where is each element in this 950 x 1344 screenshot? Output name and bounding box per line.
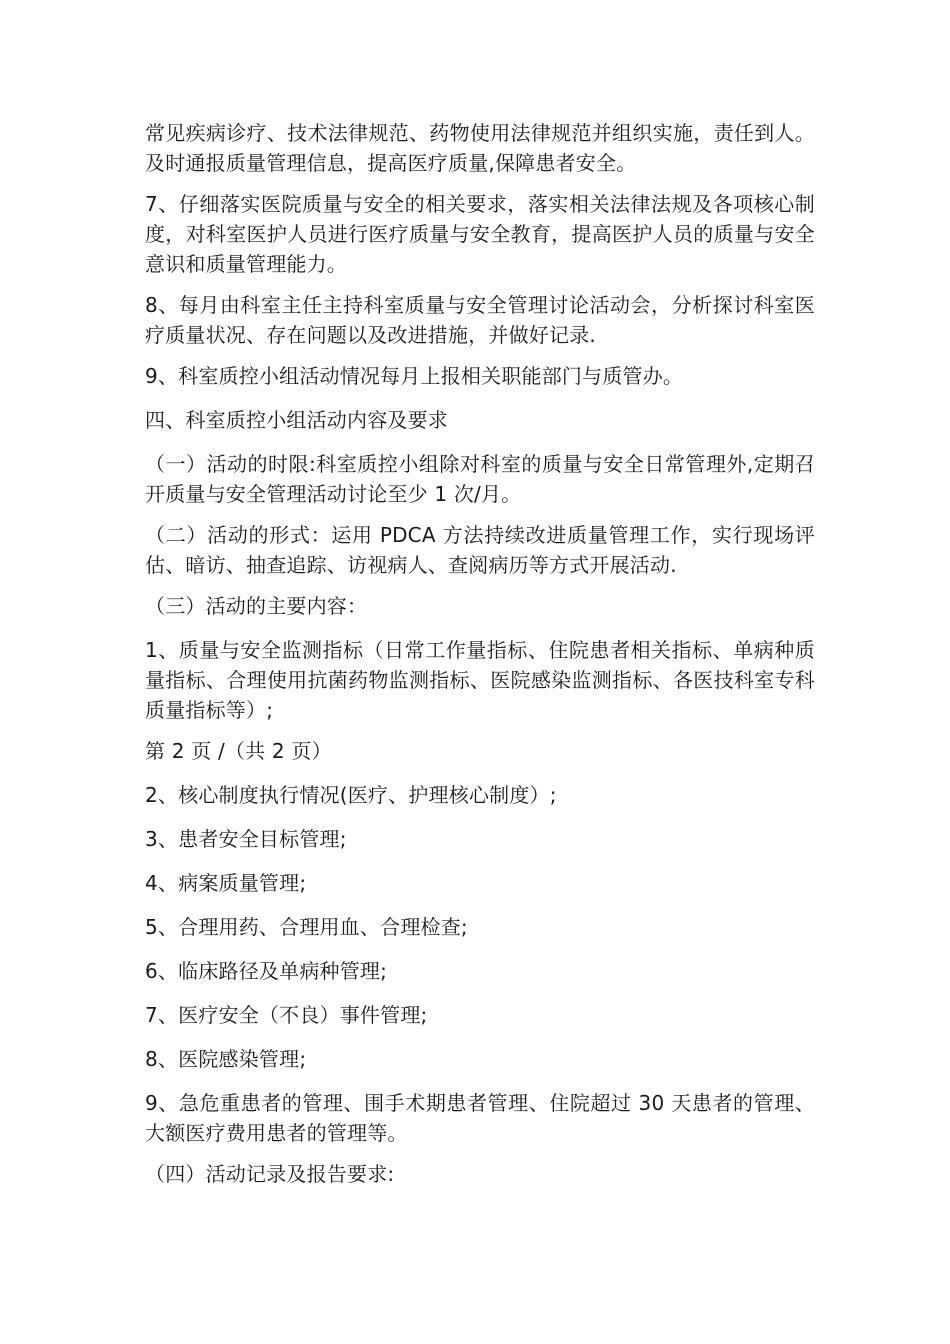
- content-item-8: 8、医院感染管理;: [145, 1047, 307, 1071]
- paragraph-1: 常见疾病诊疗、技术法律规范、药物使用法律规范并组织实施，责任到人。及时通报质量管理信息，提高医疗质量,保障患者安全。: [145, 121, 815, 175]
- paragraph-item-7: 7、仔细落实医院质量与安全的相关要求，落实相关法律法规及各项核心制度，对科室医护人员进行医疗质量与安全教育，提高医护人员的质量与安全意识和质量管理能力。: [145, 192, 815, 276]
- content-item-1: 1、质量与安全监测指标（日常工作量指标、住院患者相关指标、单病种质量指标、合理使用抗菌药物监测指标、医院感染监测指标、各医技科室专科质量指标等）;: [145, 638, 815, 722]
- subsection-activity-time: （一）活动的时限:科室质控小组除对科室的质量与安全日常管理外,定期召开质量与安全管理活动讨论至少 1 次/月。: [145, 452, 815, 506]
- document-body: [145, 118, 815, 1203]
- paragraph-item-9: 9、科室质控小组活动情况每月上报相关职能部门与质管办。: [145, 364, 684, 388]
- content-item-4: 4、病案质量管理;: [145, 871, 307, 895]
- section-heading-4: 四、科室质控小组活动内容及要求: [145, 408, 448, 432]
- content-item-5: 5、合理用药、合理用血、合理检查;: [145, 915, 468, 939]
- content-item-7: 7、医疗安全（不良）事件管理;: [145, 1003, 428, 1027]
- content-item-9: 9、急危重患者的管理、围手术期患者管理、住院超过 30 天患者的管理、大额医疗费用患者的管理等。: [145, 1091, 815, 1145]
- paragraph-item-8: 8、每月由科室主任主持科室质量与安全管理讨论活动会，分析探讨科室医疗质量状况、存在问题以及改进措施，并做好记录.: [145, 293, 815, 347]
- content-item-6: 6、临床路径及单病种管理;: [145, 959, 388, 983]
- content-item-2: 2、核心制度执行情况(医疗、护理核心制度）;: [145, 783, 557, 807]
- subsection-activity-content: （三）活动的主要内容：: [145, 594, 368, 618]
- subsection-activity-form: （二）活动的形式：运用 PDCA 方法持续改进质量管理工作，实行现场评估、暗访、抽查追踪、访视病人、查阅病历等方式开展活动.: [145, 523, 815, 577]
- content-item-3: 3、患者安全目标管理;: [145, 827, 347, 851]
- subsection-activity-records: （四）活动记录及报告要求:: [145, 1162, 395, 1186]
- page-number: 第 2 页 /（共 2 页）: [145, 739, 332, 763]
